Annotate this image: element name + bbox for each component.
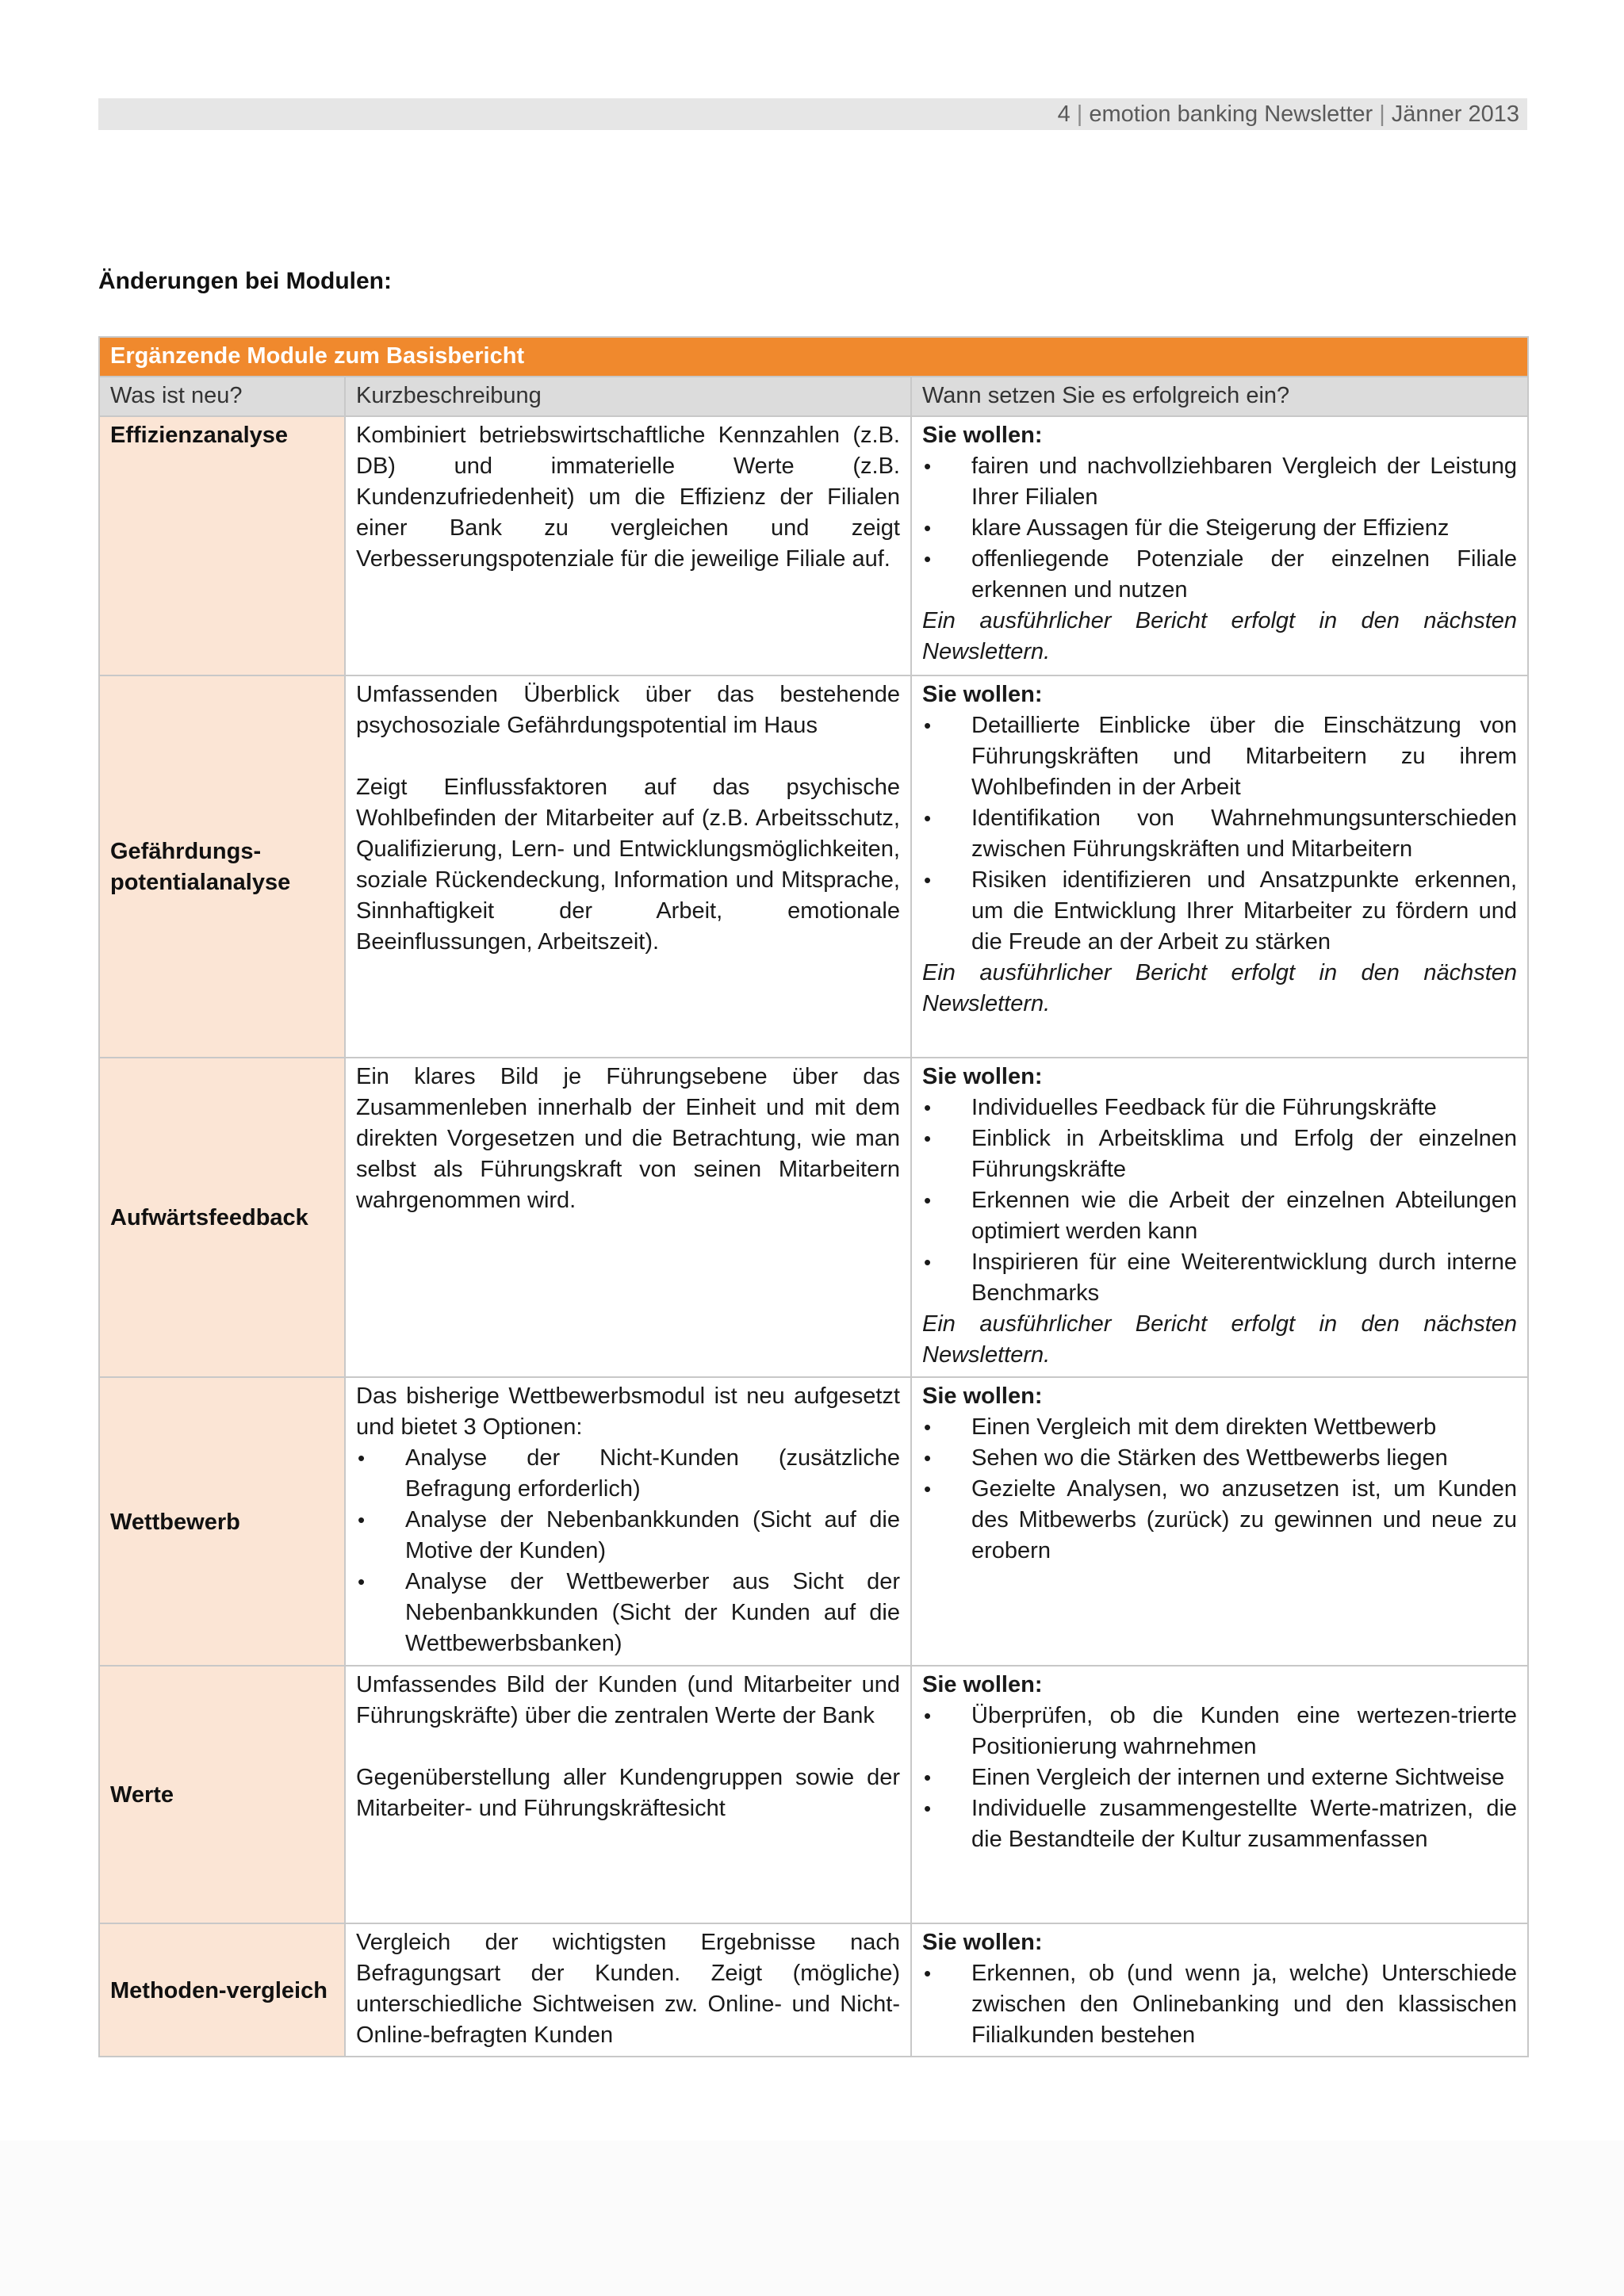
bullet-icon: • [924,1797,932,1820]
list-item-text: fairen und nachvollziehbaren Vergleich der Leistung Ihrer Filialen [971,453,1518,510]
list-item-text: Individuelle zusammengestellte Werte-matrizen, die die Bestandteile der Kultur zusammenfassen [971,1796,1518,1852]
issue-date: Jänner 2013 [1391,101,1519,127]
module-name: Aufwärtsfeedback [99,1058,345,1377]
list-item [922,1958,1517,2051]
table-title-row [99,337,1528,377]
module-name: Effizienzanalyse [99,416,345,675]
usage-note: Ein ausführlicher Bericht erfolgt in den nächsten Newslettern. [922,608,1518,664]
module-description [345,1058,911,1377]
module-name: Werte [99,1666,345,1923]
list-item-text: klare Aussagen für die Steigerung der Effizienz [971,515,1450,541]
list-item-text: Risiken identifizieren und Ansatzpunkte erkennen, um die Entwicklung Ihrer Mitarbeiter zu fördern und die Freude an der Arbeit zu stärken [971,867,1518,955]
bullet-icon: • [358,1508,366,1532]
list-item [922,1123,1517,1185]
table-row [99,1923,1528,2057]
table-row [99,1377,1528,1666]
list-item [922,513,1517,544]
bullet-icon: • [358,1446,366,1470]
description-text: Umfassendes Bild der Kunden (und Mitarbeiter und Führungskräfte) über die zentralen Werte der Bank [356,1672,900,1728]
list-item [922,1247,1517,1309]
bullet-icon: • [924,1415,932,1439]
usage-intro: Sie wollen: [922,1930,1043,1955]
module-description [345,1923,911,2057]
usage-intro: Sie wollen: [922,1672,1043,1697]
list-item-text: Erkennen wie die Arbeit der einzelnen Abteilungen optimiert werden kann [971,1188,1518,1244]
bullet-icon: • [924,1961,932,1985]
list-item-text: Erkennen, ob (und wenn ja, welche) Unterschiede zwischen den Onlinebanking und den klassischen Filialkunden bestehen [971,1961,1518,2048]
bullet-icon: • [924,714,932,737]
module-usage [911,416,1528,675]
list-item-text: Detaillierte Einblicke über die Einschätzung von Führungskräften und Mitarbeitern zu ihrem Wohlbefinden in der Arbeit [971,713,1518,800]
table-row [99,416,1528,675]
list-item-text: Individuelles Feedback für die Führungskräfte [971,1095,1437,1120]
module-usage [911,1377,1528,1666]
usage-list [922,1958,1517,2051]
usage-list [922,1701,1517,1855]
table-header-row [99,377,1528,416]
usage-note: Ein ausführlicher Bericht erfolgt in den nächsten Newslettern. [922,1311,1518,1368]
usage-intro: Sie wollen: [922,682,1043,707]
list-item-text: Einen Vergleich der internen und externe Sichtweise [971,1765,1505,1790]
bullet-icon: • [924,1704,932,1728]
bullet-icon: • [924,454,932,478]
list-item-text: Identifikation von Wahrnehmungsunterschieden zwischen Führungskräften und Mitarbeitern [971,806,1518,862]
header-separator: | [1379,101,1385,127]
column-header: Wann setzen Sie es erfolgreich ein? [911,377,1528,416]
bullet-icon: • [924,868,932,892]
list-item [922,710,1517,803]
description-text: Kombiniert betriebswirtschaftliche Kennzahlen (z.B. DB) und immaterielle Werte (z.B. Kundenzufriedenheit) um die Effizienz der Filialen einer Bank zu vergleichen und zeigt Verbesserungspotenziale für die jeweilige Filiale auf. [356,423,900,572]
list-item-text: Gezielte Analysen, wo anzusetzen ist, um Kunden des Mitbewerbs (zurück) zu gewinnen und neue zu erobern [971,1476,1518,1563]
description-text: Ein klares Bild je Führungsebene über das Zusammenleben innerhalb der Einheit und mit dem direkten Vorgesetzen und die Betrachtung, wie man selbst als Führungskraft von seinen Mitarbeitern wahrgenommen wird. [356,1064,900,1213]
header-separator: | [1076,101,1083,127]
usage-intro: Sie wollen: [922,423,1043,448]
table-row [99,675,1528,1058]
list-item [922,1185,1517,1247]
bullet-icon: • [924,1096,932,1119]
bullet-icon: • [924,1446,932,1470]
page-footer-area [0,2141,1624,2296]
usage-list [922,451,1517,606]
section-heading: Änderungen bei Modulen: [98,268,392,294]
list-item-text: Überprüfen, ob die Kunden eine wertezen-trierte Positionierung wahrnehmen [971,1703,1518,1759]
list-item-text: Inspirieren für eine Weiterentwicklung durch interne Benchmarks [971,1249,1518,1306]
bullet-icon: • [924,1127,932,1150]
list-item [922,1474,1517,1567]
page-number: 4 [1057,101,1071,127]
module-description [345,1377,911,1666]
publication-name: emotion banking Newsletter [1089,101,1373,127]
usage-intro: Sie wollen: [922,1064,1043,1089]
bullet-icon: • [924,1250,932,1274]
usage-list [922,1412,1517,1567]
module-usage [911,1923,1528,2057]
description-text: Umfassenden Überblick über das bestehende psychosoziale Gefährdungspotential im Haus [356,682,900,738]
list-item [922,803,1517,865]
list-item [922,1762,1517,1793]
module-name: Gefährdungs-potentialanalyse [99,675,345,1058]
list-item [356,1505,900,1567]
bullet-icon: • [924,1766,932,1789]
usage-note: Ein ausführlicher Bericht erfolgt in den nächsten Newslettern. [922,960,1518,1016]
bullet-icon: • [924,1188,932,1212]
list-item [356,1443,900,1505]
modules-table [98,336,1529,2057]
list-item [922,865,1517,958]
column-header: Kurzbeschreibung [345,377,911,416]
running-header [98,98,1527,130]
usage-list [922,1093,1517,1309]
bullet-icon: • [358,1570,366,1594]
module-name: Wettbewerb [99,1377,345,1666]
description-list [356,1443,900,1659]
module-name: Methoden-vergleich [99,1923,345,2057]
list-item-text: Einblick in Arbeitsklima und Erfolg der einzelnen Führungskräfte [971,1126,1518,1182]
list-item-text: Analyse der Nicht-Kunden (zusätzliche Befragung erforderlich) [405,1445,900,1502]
bullet-icon: • [924,547,932,571]
module-description [345,675,911,1058]
list-item-text: Analyse der Wettbewerber aus Sicht der Nebenbankkunden (Sicht der Kunden auf die Wettbewerbsbanken) [405,1569,900,1656]
table-row [99,1666,1528,1923]
module-description [345,1666,911,1923]
list-item [922,1093,1517,1123]
list-item [356,1567,900,1659]
list-item [922,544,1517,606]
module-usage [911,1058,1528,1377]
table-title: Ergänzende Module zum Basisbericht [99,337,1528,377]
bullet-icon: • [924,516,932,540]
list-item-text: Einen Vergleich mit dem direkten Wettbewerb [971,1414,1437,1440]
description-text: Zeigt Einflussfaktoren auf das psychische Wohlbefinden der Mitarbeiter auf (z.B. Arbeitsschutz, Qualifizierung, Lern- und Entwicklungsmöglichkeiten, soziale Rückendeckung, Information und Mitsprache, Sinnhaftigkeit der Arbeit, emotionale Beeinflussungen, Arbeitszeit). [356,775,900,955]
list-item [922,1701,1517,1762]
usage-intro: Sie wollen: [922,1383,1043,1409]
description-text: Vergleich der wichtigsten Ergebnisse nach Befragungsart der Kunden. Zeigt (mögliche) unterschiedliche Sichtweisen zw. Online- und Nicht-Online-befragten Kunden [356,1930,900,2048]
module-description [345,416,911,675]
list-item [922,1443,1517,1474]
list-item-text: Sehen wo die Stärken des Wettbewerbs liegen [971,1445,1448,1471]
usage-list [922,710,1517,958]
list-item [922,1412,1517,1443]
table-row [99,1058,1528,1377]
list-item-text: offenliegende Potenziale der einzelnen Filiale erkennen und nutzen [971,546,1518,603]
list-item-text: Analyse der Nebenbankkunden (Sicht auf die Motive der Kunden) [405,1507,900,1563]
bullet-icon: • [924,806,932,830]
description-text: Gegenüberstellung aller Kundengruppen sowie der Mitarbeiter- und Führungskräftesicht [356,1765,900,1821]
module-usage [911,675,1528,1058]
description-text: Das bisherige Wettbewerbsmodul ist neu aufgesetzt und bietet 3 Optionen: [356,1383,900,1440]
column-header: Was ist neu? [99,377,345,416]
list-item [922,451,1517,513]
list-item [922,1793,1517,1855]
module-usage [911,1666,1528,1923]
bullet-icon: • [924,1477,932,1501]
